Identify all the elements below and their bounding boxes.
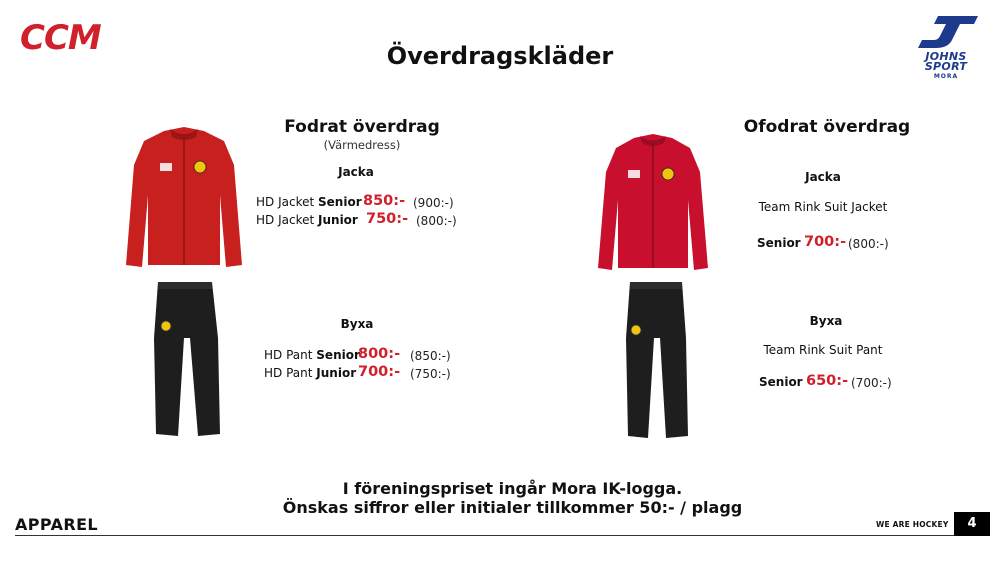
ccm-logo-text: CCM bbox=[20, 20, 101, 54]
right-jacket-label: Jacka bbox=[805, 170, 841, 184]
club-price: 700:- bbox=[804, 234, 847, 250]
club-price: 850:- bbox=[363, 193, 406, 209]
size-label: Senior bbox=[759, 375, 803, 389]
regular-price: (800:-) bbox=[848, 237, 889, 251]
size-label: Junior bbox=[316, 366, 357, 380]
left-section-subtitle: (Värmedress) bbox=[323, 138, 401, 152]
right-pants-product: Team Rink Suit Pant bbox=[763, 343, 883, 357]
left-section-title: Fodrat överdrag bbox=[284, 117, 440, 137]
footer-note-line1: I föreningspriset ingår Mora IK-logga. bbox=[342, 479, 683, 498]
johns-logo-line1: JOHNS bbox=[925, 50, 967, 63]
club-price: 750:- bbox=[366, 211, 409, 227]
product-name: HD Jacket bbox=[256, 213, 315, 227]
club-price: 650:- bbox=[806, 373, 849, 389]
price-row bbox=[256, 213, 358, 227]
hd-jacket-image bbox=[120, 125, 248, 270]
regular-price: (800:-) bbox=[416, 214, 457, 228]
tagline: WE ARE HOCKEY bbox=[876, 520, 949, 529]
size-label: Senior bbox=[757, 236, 801, 250]
johns-logo-line3: MORA bbox=[933, 73, 959, 80]
footer-note-line2: Önskas siffror eller initialer tillkommer 50:- / plagg bbox=[282, 498, 743, 517]
size-label: Junior bbox=[318, 213, 358, 227]
right-pants-label: Byxa bbox=[809, 314, 843, 328]
hd-pant-image bbox=[152, 278, 224, 438]
size-label: Senior bbox=[318, 195, 362, 209]
team-rink-suit-jacket-image bbox=[594, 132, 712, 272]
product-name: HD Pant bbox=[264, 348, 313, 362]
regular-price: (750:-) bbox=[410, 367, 451, 381]
section-label: APPAREL bbox=[15, 515, 98, 534]
left-jacket-label: Jacka bbox=[338, 165, 374, 179]
regular-price: (850:-) bbox=[410, 349, 451, 363]
regular-price: (700:-) bbox=[851, 376, 892, 390]
regular-price: (900:-) bbox=[413, 196, 454, 210]
right-section-title: Ofodrat överdrag bbox=[743, 117, 911, 137]
product-name: HD Jacket bbox=[256, 195, 315, 209]
price-row bbox=[256, 195, 362, 209]
right-jacket-product: Team Rink Suit Jacket bbox=[758, 200, 888, 214]
page-title: Överdragskläder bbox=[386, 42, 614, 70]
price-row bbox=[264, 348, 360, 362]
left-pants-label: Byxa bbox=[340, 317, 374, 331]
page-number: 4 bbox=[954, 512, 990, 536]
team-rink-suit-pant-image bbox=[624, 278, 692, 440]
size-label: Senior bbox=[316, 348, 360, 362]
product-name: HD Pant bbox=[264, 366, 313, 380]
club-price: 700:- bbox=[358, 364, 401, 380]
price-row bbox=[264, 366, 356, 380]
johns-logo-line2: SPORT bbox=[924, 60, 968, 73]
club-price: 800:- bbox=[358, 346, 401, 362]
footer-divider bbox=[15, 535, 975, 536]
